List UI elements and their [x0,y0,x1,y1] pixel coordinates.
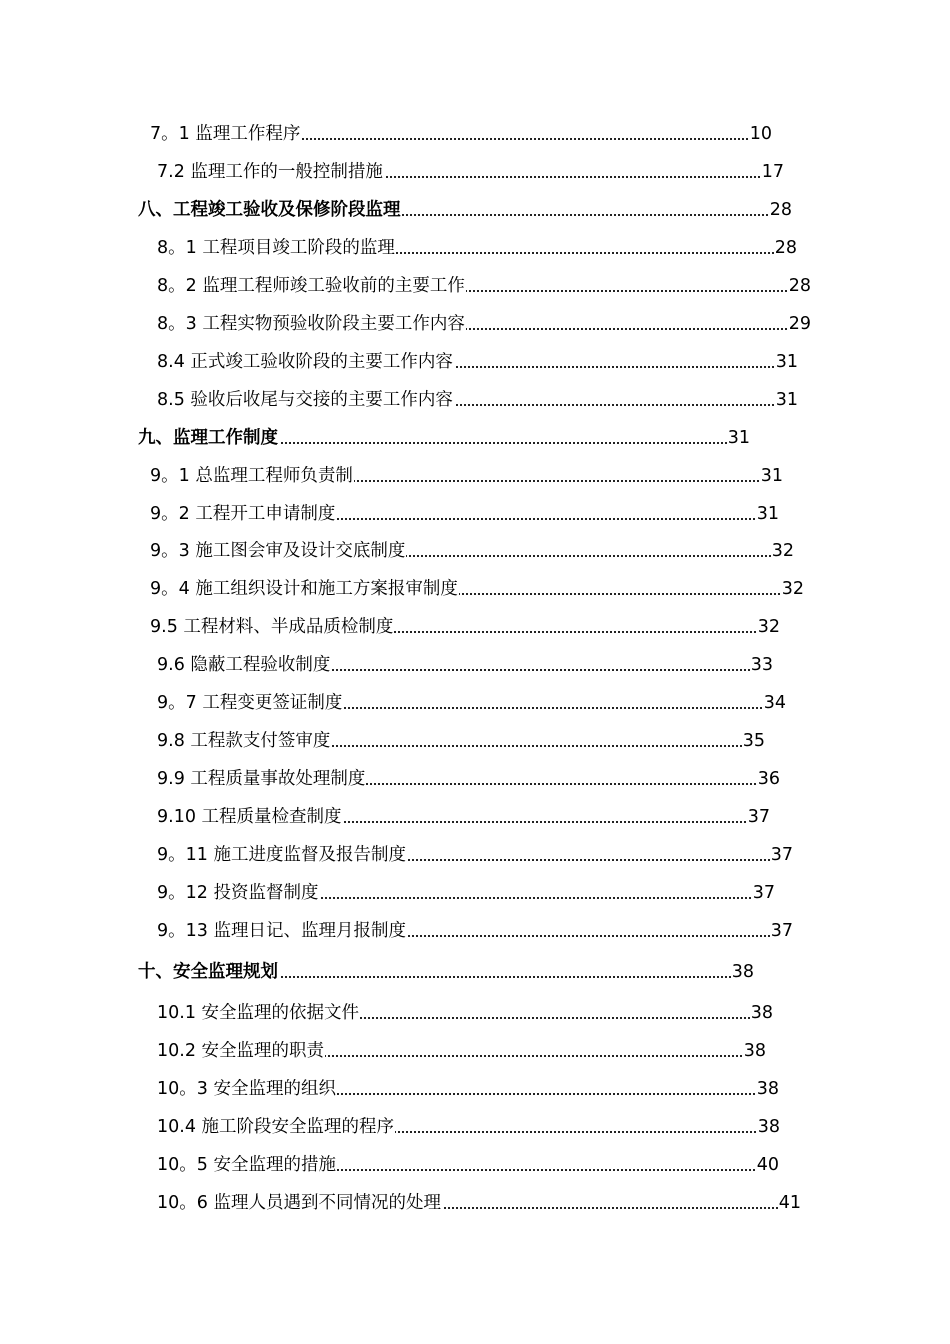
toc-entry-title: 7。1 监理工作程序 [150,119,301,149]
toc-section-entry[interactable] [157,1150,779,1180]
toc-entry-page: 31 [775,385,798,415]
toc-section-entry[interactable] [150,612,780,642]
toc-entry-title: 9.9 工程质量事故处理制度 [157,764,366,794]
toc-entry-title: 十、安全监理规划 [138,957,279,987]
toc-entry-page: 36 [757,764,780,794]
toc-section-entry[interactable] [157,1036,766,1066]
toc-entry-page: 38 [743,1036,766,1066]
toc-entry-page: 32 [771,536,794,566]
toc-entry-title: 10.1 安全监理的依据文件 [157,998,360,1028]
toc-entry-title: 8。2 监理工程师竣工验收前的主要工作 [157,271,466,301]
toc-section-entry[interactable] [157,688,786,718]
toc-entry-page: 38 [731,957,754,987]
toc-section-entry[interactable] [157,347,798,377]
toc-entry-page: 31 [775,347,798,377]
toc-chapter-entry[interactable] [138,957,754,987]
toc-entry-title: 10.2 安全监理的职责 [157,1036,325,1066]
toc-section-entry[interactable] [157,271,811,301]
toc-entry-page: 10 [749,119,772,149]
toc-entry-title: 9。4 施工组织设计和施工方案报审制度 [150,574,459,604]
toc-entry-title: 8.5 验收后收尾与交接的主要工作内容 [157,385,454,415]
toc-entry-title: 8。1 工程项目竣工阶段的监理 [157,233,396,263]
toc-section-entry[interactable] [150,461,783,491]
toc-entry-page: 31 [727,423,750,453]
toc-entry-title: 9.6 隐蔽工程验收制度 [157,650,331,680]
toc-entry-title: 10.4 施工阶段安全监理的程序 [157,1112,395,1142]
toc-entry-title: 8。3 工程实物预验收阶段主要工作内容 [157,309,466,339]
toc-section-entry[interactable] [157,998,773,1028]
toc-entry-title: 9.5 工程材料、半成品质检制度 [150,612,394,642]
toc-entry-title: 9。2 工程开工申请制度 [150,499,336,529]
toc-entry-page: 31 [756,499,779,529]
toc-entry-page: 17 [761,157,784,187]
toc-entry-title: 八、工程竣工验收及保修阶段监理 [138,195,402,225]
toc-section-entry[interactable] [157,1112,780,1142]
toc-entry-page: 41 [778,1188,801,1218]
toc-entry-page: 37 [752,878,775,908]
toc-section-entry[interactable] [157,650,773,680]
toc-entry-title: 9。7 工程变更签证制度 [157,688,343,718]
toc-entry-title: 9。11 施工进度监督及报告制度 [157,840,407,870]
toc-entry-page: 29 [788,309,811,339]
toc-entry-page: 35 [742,726,765,756]
toc-section-entry[interactable] [157,385,798,415]
toc-entry-title: 九、监理工作制度 [138,423,279,453]
toc-section-entry[interactable] [150,119,772,149]
toc-entry-page: 37 [770,916,793,946]
toc-entry-title: 8.4 正式竣工验收阶段的主要工作内容 [157,347,454,377]
toc-entry-page: 38 [750,998,773,1028]
toc-entry-page: 37 [747,802,770,832]
toc-section-entry[interactable] [150,574,804,604]
toc-entry-title: 9。1 总监理工程师负责制 [150,461,354,491]
toc-entry-page: 34 [763,688,786,718]
toc-entry-page: 28 [769,195,792,225]
toc-entry-title: 9.8 工程款支付签审度 [157,726,331,756]
toc-section-entry[interactable] [157,1188,801,1218]
toc-entry-title: 9。13 监理日记、监理月报制度 [157,916,407,946]
toc-entry-page: 31 [760,461,783,491]
toc-entry-page: 32 [757,612,780,642]
toc-entry-title: 7.2 监理工作的一般控制措施 [157,157,384,187]
toc-section-entry[interactable] [157,233,797,263]
toc-section-entry[interactable] [157,840,793,870]
toc-chapter-entry[interactable] [138,423,750,453]
toc-entry-title: 9。3 施工图会审及设计交底制度 [150,536,406,566]
toc-entry-title: 9.10 工程质量检查制度 [157,802,343,832]
toc-entry-page: 32 [781,574,804,604]
toc-entry-title: 9。12 投资监督制度 [157,878,319,908]
toc-entry-page: 38 [756,1074,779,1104]
toc-entry-page: 33 [750,650,773,680]
toc-section-entry[interactable] [157,764,780,794]
toc-entry-title: 10。5 安全监理的措施 [157,1150,337,1180]
toc-section-entry[interactable] [157,916,793,946]
toc-section-entry[interactable] [157,878,775,908]
toc-entry-page: 28 [774,233,797,263]
toc-entry-page: 40 [756,1150,779,1180]
toc-chapter-entry[interactable] [138,195,792,225]
toc-section-entry[interactable] [157,802,770,832]
toc-section-entry[interactable] [150,499,779,529]
toc-section-entry[interactable] [157,1074,779,1104]
toc-entry-page: 37 [770,840,793,870]
toc-entry-page: 38 [757,1112,780,1142]
toc-section-entry[interactable] [157,157,784,187]
toc-section-entry[interactable] [157,726,765,756]
toc-section-entry[interactable] [157,309,811,339]
toc-entry-title: 10。6 监理人员遇到不同情况的处理 [157,1188,442,1218]
toc-entry-title: 10。3 安全监理的组织 [157,1074,337,1104]
toc-section-entry[interactable] [150,536,794,566]
toc-entry-page: 28 [788,271,811,301]
